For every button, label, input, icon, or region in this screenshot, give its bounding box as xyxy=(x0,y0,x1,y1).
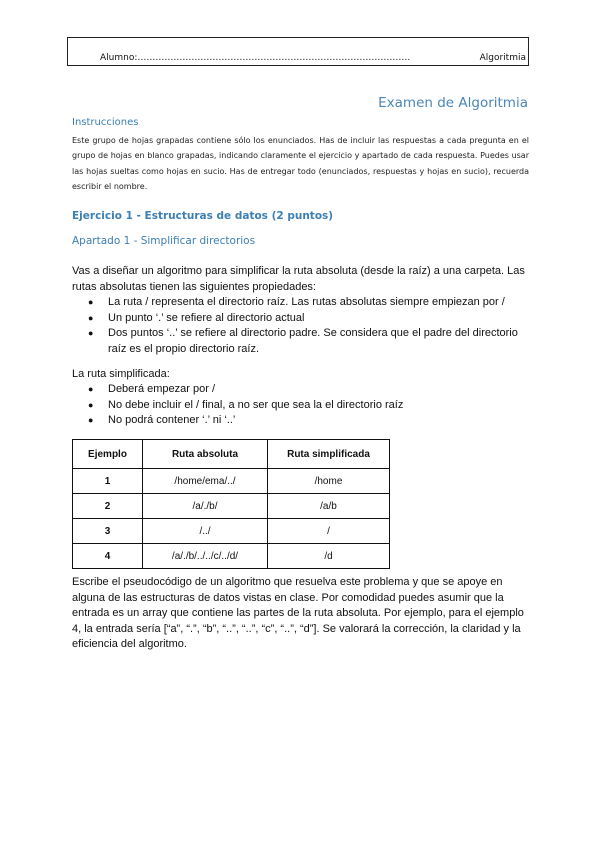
table-cell: /home xyxy=(268,469,390,494)
table-cell: /../ xyxy=(143,519,268,544)
examples-table xyxy=(72,439,390,569)
column-header: Ruta absoluta xyxy=(143,440,268,469)
list-item: ● La ruta / representa el directorio raíz. Las rutas absolutas siempre empiezan por / xyxy=(72,295,532,311)
table-cell: /d xyxy=(268,544,390,569)
column-header: Ruta simplificada xyxy=(268,440,390,469)
list-item: ● No podrá contener ‘.’ ni ‘..’ xyxy=(72,413,532,429)
table-row xyxy=(73,519,390,544)
table-cell: /a/./b/ xyxy=(143,494,268,519)
task-paragraph: Escribe el pseudocódigo de un algoritmo que resuelva este problema y que se apoye en alguna de las estructuras de datos vistas en clase. Por comodidad puedes asumir que la entrada es un array que contiene las partes de la ruta absoluta. Por ejemplo, para el ejemplo 4, la entrada sería [“a”, “.”, “b”, “..”, “..”, “c”, “..”, “d”]. Se valorará la corrección, la claridad y la eficiencia del algoritmo. xyxy=(72,576,524,651)
instructions-heading: Instrucciones xyxy=(72,117,139,128)
table-row xyxy=(73,469,390,494)
column-header: Ejemplo xyxy=(73,440,143,469)
table-cell: 4 xyxy=(73,544,143,569)
list-item: ● No debe incluir el / final, a no ser que sea la el directorio raíz xyxy=(72,398,532,414)
table-cell: /home/ema/../ xyxy=(143,469,268,494)
table-row xyxy=(73,494,390,519)
instructions-text: Este grupo de hojas grapadas contiene sólo los enunciados. Has de incluir las respuestas a cada pregunta en el grupo de hojas en blanco grapadas, indicando claramente el ejercicio y apartado de cada respuesta. Puedes usar las hojas sueltas como hojas en sucio. Has de entregar todo (enunciados, respuestas y hojas en sucio), recuerda escribir el nombre. xyxy=(72,136,529,192)
exercise-title: Ejercicio 1 - Estructuras de datos (2 puntos) xyxy=(72,210,334,222)
table-cell: 1 xyxy=(73,469,143,494)
list-item: ● Dos puntos ‘..’ se refiere al directorio padre. Se considera que el padre del directorio raíz es el propio directorio raíz. xyxy=(72,326,532,357)
section-title: Apartado 1 - Simplificar directorios xyxy=(72,235,256,247)
list-item: ● Deberá empezar por / xyxy=(72,382,532,398)
table-cell: /a/./b/../../c/../d/ xyxy=(143,544,268,569)
header-box xyxy=(67,37,529,66)
table-cell: 2 xyxy=(73,494,143,519)
intro-paragraph: Vas a diseñar un algoritmo para simplificar la ruta absoluta (desde la raíz) a una carpeta. Las rutas absolutas tienen las siguientes propiedades: xyxy=(72,265,525,293)
simplified-rules-list xyxy=(72,382,532,429)
list-item: ● Un punto ‘.’ se refiere al directorio actual xyxy=(72,311,532,327)
table-header-row xyxy=(73,440,390,469)
exam-title: Examen de Algoritmia xyxy=(378,95,528,111)
subject-label: Algoritmia xyxy=(479,53,526,63)
table-row xyxy=(73,544,390,569)
table-cell: /a/b xyxy=(268,494,390,519)
student-name-label: Alumno:………………………………………………………………………………. xyxy=(100,53,411,63)
simplified-intro: La ruta simplificada: xyxy=(72,368,170,380)
table-cell: / xyxy=(268,519,390,544)
table-cell: 3 xyxy=(73,519,143,544)
properties-list xyxy=(72,295,532,357)
